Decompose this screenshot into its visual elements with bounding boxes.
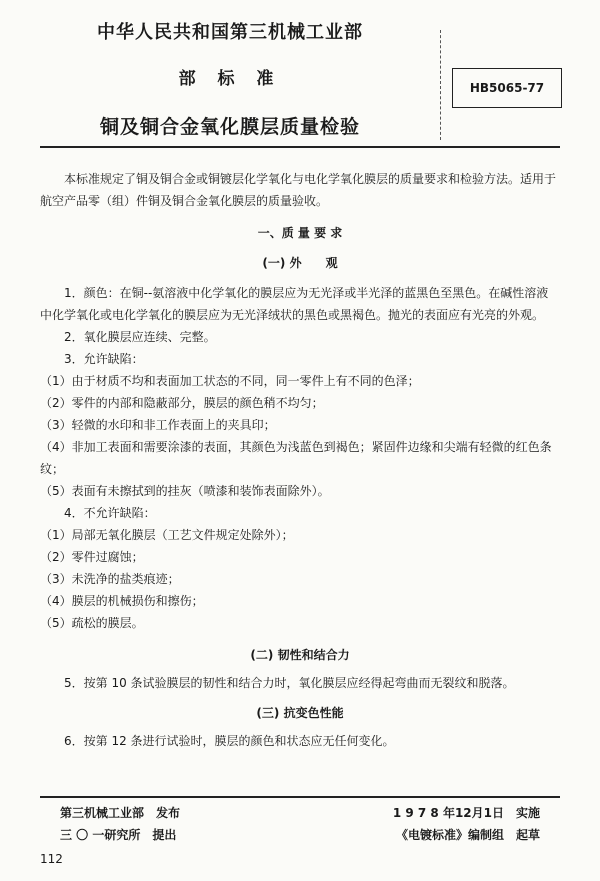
list-item: （5）表面有未擦拭到的挂灰（喷漆和装饰表面除外）。 (40, 484, 330, 498)
subsection-heading: (二) 韧性和结合力 (250, 648, 350, 662)
header-divider (440, 30, 441, 140)
top-rule (40, 146, 560, 148)
standard-code: HB5065-77 (452, 68, 562, 108)
bottom-rule (40, 796, 560, 798)
effective-date: 1 9 7 8 年12月1日 实施 (392, 806, 540, 820)
ministry-name: 中华人民共和国第三机械工业部 (97, 22, 363, 43)
list-item: （2）零件的内部和隐蔽部分，膜层的颜色稍不均匀； (40, 396, 324, 410)
subsection-heading: (一) 外 观 (262, 256, 338, 270)
intro-paragraph: 本标准规定了铜及铜合金或铜镀层化学氧化与电化学氧化膜层的质量要求和检验方法。适用于航空产品零（组）件铜及铜合金氧化膜层的质量验收。 (40, 172, 557, 208)
list-item: 4．不允许缺陷： (64, 506, 156, 520)
list-item: （1）局部无氧化膜层（工艺文件规定处除外）； (40, 528, 294, 542)
list-item: （5）疏松的膜层。 (40, 616, 144, 630)
body (40, 168, 560, 752)
list-item: （3）未洗净的盐类痕迹； (40, 572, 180, 586)
requirements-list (40, 282, 560, 634)
proposer: 三 〇 一研究所 提出 (60, 828, 177, 842)
list-item: （3）轻微的水印和非工作表面上的夹具印； (40, 418, 276, 432)
list-item: （2）零件过腐蚀； (40, 550, 144, 564)
drafter: 《电镀标准》编制组 起草 (395, 828, 540, 842)
list-item: 1．颜色：在铜--氨溶液中化学氧化的膜层应为无光泽或半光泽的蓝黑色至黑色。在碱性溶液中化学氧化或电化学氧化的膜层应为无光泽绒状的黑色或黑褐色。抛光的表面应有光亮的外观。 (40, 286, 549, 322)
subsection-heading: (三) 抗变色性能 (256, 706, 344, 720)
footer (40, 804, 560, 848)
list-item: （4）膜层的机械损伤和擦伤； (40, 594, 204, 608)
list-item: （4）非加工表面和需要涂漆的表面，其颜色为浅蓝色到褐色；紧固件边缘和尖端有轻微的红色条纹； (40, 440, 552, 476)
list-item: 6．按第 12 条进行试验时，膜层的颜色和状态应无任何变化。 (64, 734, 395, 748)
list-item: 5．按第 10 条试验膜层的韧性和结合力时，氧化膜层应经得起弯曲而无裂纹和脱落。 (64, 676, 515, 690)
list-item: 3．允许缺陷： (64, 352, 144, 366)
standard-type: 部 标 准 (178, 69, 282, 89)
section-heading: 一、质 量 要 求 (257, 226, 343, 240)
list-item: （1）由于材质不均和表面加工状态的不同，同一零件上有不同的色泽； (40, 374, 420, 388)
list-item: 2．氧化膜层应连续、完整。 (64, 330, 216, 344)
page-number: 112 (40, 852, 63, 866)
issuer: 第三机械工业部 发布 (60, 806, 181, 820)
standard-title: 铜及铜合金氧化膜层质量检验 (99, 116, 360, 138)
